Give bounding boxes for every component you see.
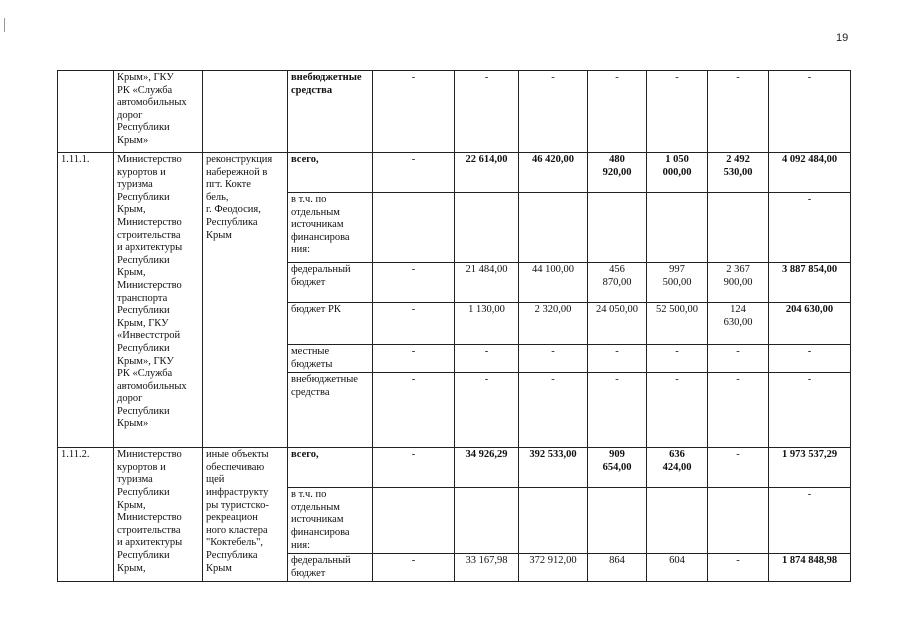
total-cell: - [769,71,851,153]
value-cell: - [647,71,708,153]
value-cell: - [588,373,647,448]
source-cell: в т.ч. по отдельным источникам финансирова ния: [288,488,373,554]
source-cell: всего, [288,153,373,193]
source-cell: федеральный бюджет [288,554,373,582]
value-cell: 997 500,00 [647,263,708,303]
total-cell: - [769,193,851,263]
value-cell: 24 050,00 [588,303,647,345]
index-cell: 1.11.1. [58,153,114,448]
value-cell: - [588,345,647,373]
value-cell: 34 926,29 [455,448,519,488]
value-cell: - [373,448,455,488]
value-cell: 456 870,00 [588,263,647,303]
table-row [58,448,851,488]
value-cell: 2 492 530,00 [708,153,769,193]
value-cell: - [708,71,769,153]
value-cell: - [708,448,769,488]
value-cell: 636 424,00 [647,448,708,488]
value-cell: 604 [647,554,708,582]
total-cell: 4 092 484,00 [769,153,851,193]
value-cell: 1 130,00 [455,303,519,345]
value-cell: - [455,71,519,153]
value-cell [519,488,588,554]
value-cell: - [588,71,647,153]
total-cell: - [769,488,851,554]
source-cell: местные бюджеты [288,345,373,373]
value-cell: 44 100,00 [519,263,588,303]
value-cell: - [455,373,519,448]
value-cell: - [373,153,455,193]
index-cell [58,71,114,153]
index-cell: 1.11.2. [58,448,114,582]
value-cell: 480 920,00 [588,153,647,193]
value-cell: - [373,71,455,153]
total-cell: 3 887 854,00 [769,263,851,303]
value-cell: 2 320,00 [519,303,588,345]
budget-table [57,70,851,582]
total-cell: 1 973 537,29 [769,448,851,488]
value-cell: - [519,71,588,153]
value-cell: 909 654,00 [588,448,647,488]
total-cell: - [769,373,851,448]
value-cell: 1 050 000,00 [647,153,708,193]
value-cell: - [373,373,455,448]
source-cell: всего, [288,448,373,488]
object-cell: реконструкция набережной в пгт. Кокте бель, г. Феодосия, Республика Крым [203,153,288,448]
value-cell: 22 614,00 [455,153,519,193]
table-row [58,153,851,193]
source-cell: в т.ч. по отдельным источникам финансирова ния: [288,193,373,263]
table-row [58,71,851,153]
executor-cell: Министерство курортов и туризма Республики Крым, Министерство строительства и архитектуры Республики Крым, [114,448,203,582]
value-cell [455,488,519,554]
value-cell [647,193,708,263]
object-cell: иные объекты обеспечиваю щей инфраструкту ры туристско- рекреацион ного кластера "Коктебель", Республика Крым [203,448,288,582]
value-cell: 864 [588,554,647,582]
value-cell: - [373,345,455,373]
value-cell [588,193,647,263]
value-cell: 372 912,00 [519,554,588,582]
value-cell: - [519,373,588,448]
page-number: 19 [836,32,849,44]
source-cell: внебюджетные средства [288,71,373,153]
total-cell: 204 630,00 [769,303,851,345]
value-cell [373,488,455,554]
value-cell: - [647,345,708,373]
value-cell: 46 420,00 [519,153,588,193]
value-cell: - [455,345,519,373]
executor-cell: Крым», ГКУ РК «Служба автомобильных дорог Республики Крым» [114,71,203,153]
value-cell [708,193,769,263]
value-cell: 2 367 900,00 [708,263,769,303]
value-cell: - [373,263,455,303]
value-cell: - [373,554,455,582]
value-cell [647,488,708,554]
value-cell: 124 630,00 [708,303,769,345]
value-cell: - [647,373,708,448]
value-cell [708,488,769,554]
source-cell: бюджет РК [288,303,373,345]
value-cell: - [708,345,769,373]
total-cell: - [769,345,851,373]
executor-cell: Министерство курортов и туризма Республики Крым, Министерство строительства и архитектуры Республики Крым, Министерство транспорта Республики Крым, ГКУ «Инвестстрой Республики Крым», ГКУ РК «Служба автомобильных дорог Республики Крым» [114,153,203,448]
source-cell: федеральный бюджет [288,263,373,303]
source-cell: внебюджетные средства [288,373,373,448]
value-cell: 33 167,98 [455,554,519,582]
value-cell: - [519,345,588,373]
scan-margin-mark [4,18,5,32]
value-cell [519,193,588,263]
value-cell [373,193,455,263]
value-cell [455,193,519,263]
value-cell: - [373,303,455,345]
total-cell: 1 874 848,98 [769,554,851,582]
value-cell [588,488,647,554]
value-cell: - [708,554,769,582]
object-cell [203,71,288,153]
value-cell: 392 533,00 [519,448,588,488]
value-cell: 52 500,00 [647,303,708,345]
value-cell: - [708,373,769,448]
value-cell: 21 484,00 [455,263,519,303]
